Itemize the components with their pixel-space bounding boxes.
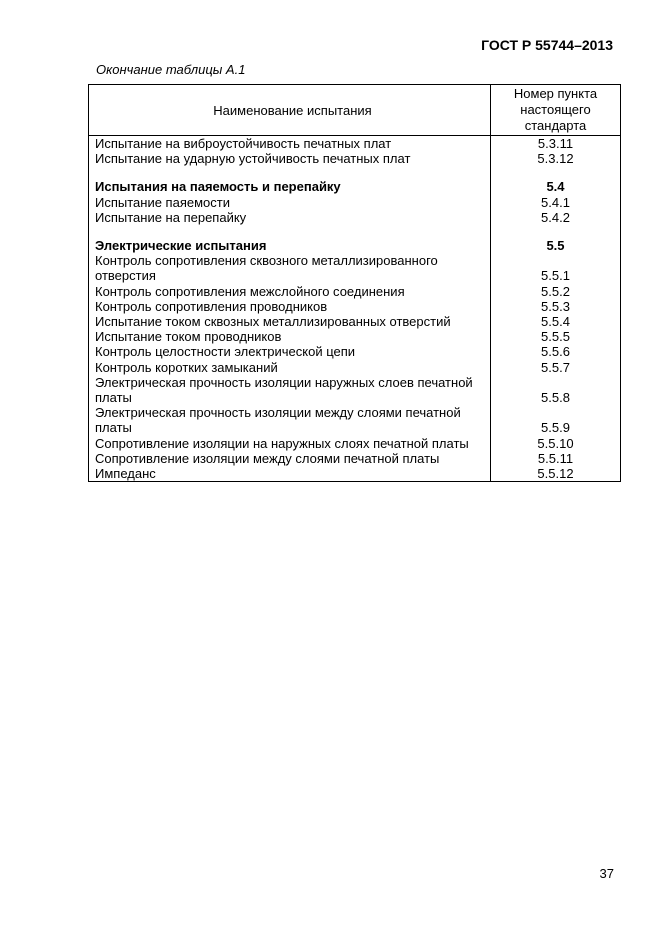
header-test-name: Наименование испытания <box>89 85 491 136</box>
clause-number: 5.4.2 <box>541 209 570 225</box>
test-name: Испытание на ударную устойчивость печатных плат <box>89 151 491 166</box>
clause-number: 5.5.10 <box>537 435 574 451</box>
section-number: 5.4 <box>546 179 565 195</box>
tests-table <box>88 84 621 482</box>
clause-number: 5.5.3 <box>541 298 570 314</box>
test-name: Испытание на перепайку <box>89 210 491 225</box>
clause-number: 5.5.11 <box>537 450 574 466</box>
clause-number: 5.3.11 <box>537 136 574 151</box>
clause-number: 5.5.9 <box>541 420 570 436</box>
section-title: Испытания на паяемость и перепайку <box>89 179 491 194</box>
clause-number: 5.5.2 <box>541 283 570 299</box>
test-name: Испытание током сквозных металлизированных отверстий <box>89 314 491 329</box>
clause-number: 5.5.4 <box>541 314 570 330</box>
test-name: Сопротивление изоляции между слоями печатной платы <box>89 451 491 466</box>
page-number: 37 <box>599 866 614 881</box>
test-name: Испытание током проводников <box>89 329 491 344</box>
section-title: Электрические испытания <box>89 238 491 253</box>
test-name: Электрическая прочность изоляции наружных слоев печатной платы <box>89 375 491 405</box>
header-clause-number: Номер пункта настоящего стандарта <box>491 85 621 136</box>
test-name: Контроль коротких замыканий <box>89 360 491 375</box>
clause-number: 5.5.5 <box>541 329 570 345</box>
test-name: Контроль сопротивления сквозного металлизированного отверстия <box>89 253 491 283</box>
section-number: 5.5 <box>546 238 565 254</box>
test-name: Контроль целостности электрической цепи <box>89 344 491 359</box>
document-code: ГОСТ Р 55744–2013 <box>481 37 613 53</box>
clause-number: 5.3.12 <box>537 151 574 167</box>
test-name: Испытание паяемости <box>89 195 491 210</box>
clause-number: 5.5.6 <box>541 344 570 360</box>
test-name: Электрическая прочность изоляции между слоями печатной платы <box>89 405 491 435</box>
test-name: Контроль сопротивления проводников <box>89 299 491 314</box>
clause-number: 5.5.12 <box>537 466 574 482</box>
clause-number: 5.5.8 <box>541 390 570 406</box>
test-name: Испытание на виброустойчивость печатных плат <box>89 136 491 152</box>
table-header-row <box>89 85 621 136</box>
clause-number: 5.5.1 <box>541 268 570 284</box>
test-name: Импеданс <box>89 466 491 482</box>
test-name: Сопротивление изоляции на наружных слоях печатной платы <box>89 436 491 451</box>
table-caption: Окончание таблицы А.1 <box>96 62 246 77</box>
test-name: Контроль сопротивления межслойного соединения <box>89 284 491 299</box>
clause-number: 5.5.7 <box>541 359 570 375</box>
clause-number: 5.4.1 <box>541 194 570 210</box>
